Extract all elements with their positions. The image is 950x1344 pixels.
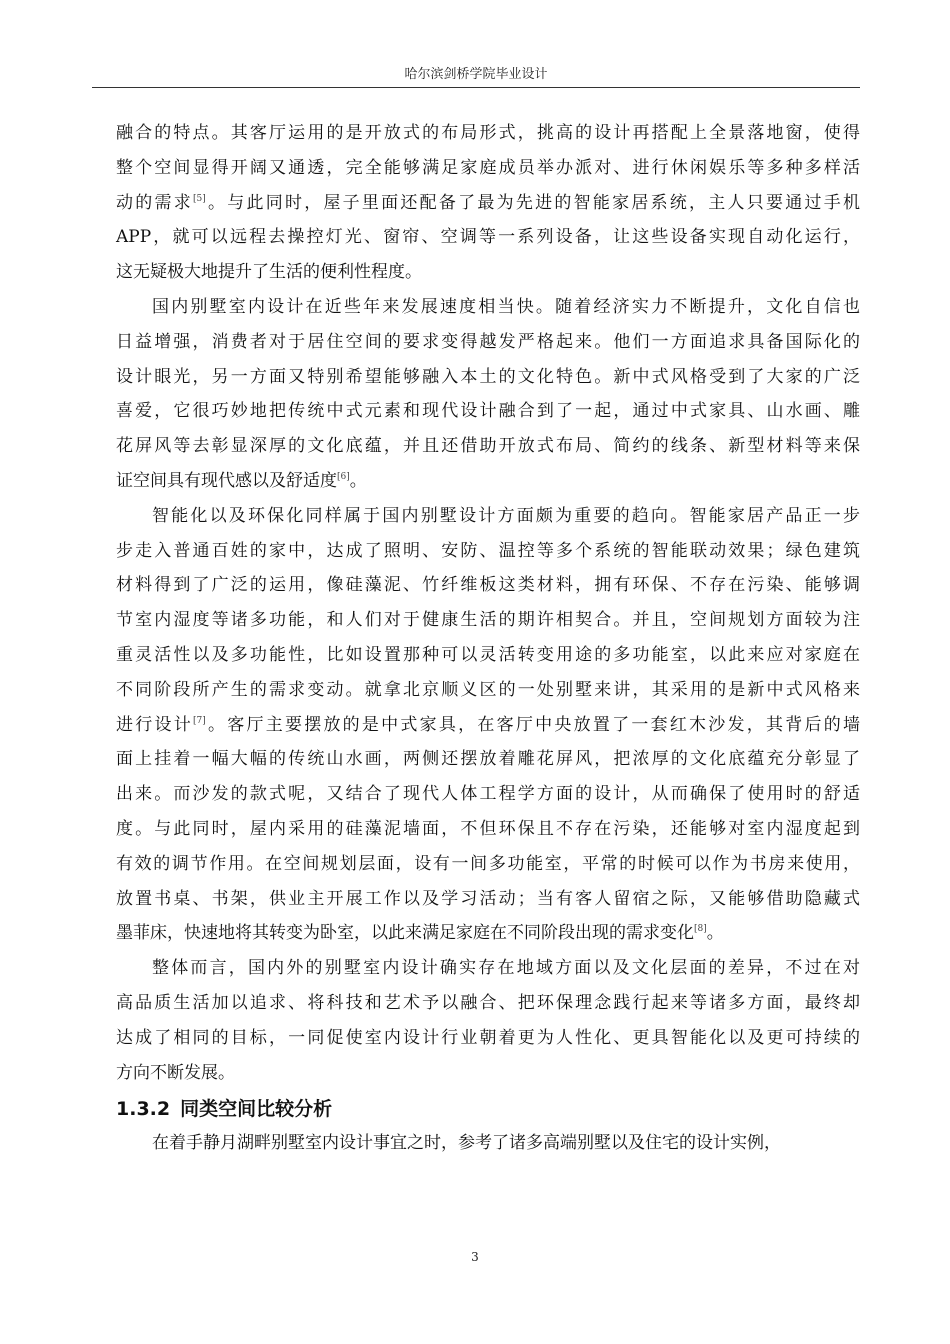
- paragraph-line: 放置书桌、书架，供业主开展工作以及学习活动；当有客人留宿之际，又能够借助隐藏式: [116, 888, 860, 909]
- line-text: 。客厅主要摆放的是中式家具，在客厅中央放置了一套红木沙发，其背后的墙: [205, 714, 861, 735]
- header-title: 哈尔滨剑桥学院毕业设计: [404, 67, 548, 82]
- paragraph-line: 融合的特点。其客厅运用的是开放式的布局形式，挑高的设计再搭配上全景落地窗，使得: [116, 123, 860, 143]
- paragraph-line: 高品质生活加以追求、将科技和艺术予以融合、把环保理念践行起来等诸多方面，最终却: [116, 992, 860, 1013]
- paragraph-line: 节室内湿度等诸多功能，和人们对于健康生活的期许相契合。并且，空间规划方面较为注: [116, 610, 860, 631]
- citation-5: [5]: [192, 193, 206, 204]
- paragraph-line: 设计眼光，另一方面又特别希望能够融入本土的文化特色。新中式风格受到了大家的广泛: [116, 366, 860, 387]
- paragraph-line: 重灵活性以及多功能性，比如设置那种可以灵活转变用途的多功能室，以此来应对家庭在: [116, 644, 860, 665]
- page-header: [92, 66, 860, 88]
- paragraph-4: [116, 951, 860, 1090]
- paragraph-line: 整个空间显得开阔又通透，完全能够满足家庭成员举办派对、进行休闲娱乐等多种多样活: [116, 157, 860, 178]
- section-number: 1.3.2: [116, 1098, 171, 1121]
- paragraph-line: [116, 708, 860, 743]
- paragraph-line: 花屏风等去彰显深厚的文化底蕴，并且还借助开放式布局、简约的线条、新型材料等来保: [116, 436, 860, 457]
- paragraph-line: 方向不断发展。: [116, 1062, 235, 1083]
- line-text: 。: [349, 470, 367, 491]
- paragraph-line: 整体而言，国内外的别墅室内设计确实存在地域方面以及文化层面的差异，不过在对: [152, 958, 860, 979]
- paragraph-line: 步走入普通百姓的家中，达成了照明、安防、温控等多个系统的智能联动效果；绿色建筑: [116, 540, 860, 561]
- paragraph-line: 智能化以及环保化同样属于国内别墅设计方面颇为重要的趋向。智能家居产品正一步: [152, 505, 860, 526]
- paragraph-3: [116, 499, 860, 951]
- paragraph-line: [116, 916, 860, 951]
- paragraph-line: 出来。而沙发的款式呢，又结合了现代人体工程学方面的设计，从而确保了使用时的舒适: [116, 784, 860, 805]
- paragraph-line: 日益增强，消费者对于居住空间的要求变得越发严格起来。他们一方面追求具备国际化的: [116, 331, 860, 352]
- line-text: 证空间具有现代感以及舒适度: [116, 470, 337, 491]
- citation-8: [8]: [694, 924, 707, 935]
- paragraph-line: [116, 186, 860, 221]
- paragraph-line: 这无疑极大地提升了生活的便利性程度。: [116, 262, 422, 283]
- paragraph-2: [116, 290, 860, 499]
- paragraph-line: 达成了相同的目标，一同促使室内设计行业朝着更为人性化、更具智能化以及更可持续的: [116, 1027, 860, 1048]
- citation-6: [6]: [337, 471, 350, 482]
- paragraph-line: 有效的调节作用。在空间规划层面，设有一间多功能室，平常的时候可以作为书房来使用，: [116, 853, 860, 874]
- document-body: [116, 116, 860, 1161]
- line-text: 。与此同时，屋子里面还配备了最为先进的智能家居系统，主人只要通过手机: [205, 192, 861, 213]
- paragraph-line: 国内别墅室内设计在近些年来发展速度相当快。随着经济实力不断提升，文化自信也: [152, 296, 860, 317]
- citation-7: [7]: [192, 715, 206, 726]
- paragraph-line: 度。与此同时，屋内采用的硅藻泥墙面，不但环保且不存在污染，还能够对室内湿度起到: [116, 818, 860, 839]
- header-rule: [92, 87, 860, 88]
- line-text: 墨菲床，快速地将其转变为卧室，以此来满足家庭在不同阶段出现的需求变化: [116, 923, 694, 944]
- paragraph-line: 面上挂着一幅大幅的传统山水画，两侧还摆放着雕花屏风，把浓厚的文化底蕴充分彰显了: [116, 749, 860, 770]
- section-title: 同类空间比较分析: [180, 1098, 333, 1121]
- paragraph-line: 材料得到了广泛的运用，像硅藻泥、竹纤维板这类材料，拥有环保、不存在污染、能够调: [116, 575, 860, 596]
- section-heading: [116, 1092, 860, 1126]
- paragraph-line: APP，就可以远程去操控灯光、窗帘、空调等一系列设备，让这些设备实现自动化运行，: [116, 227, 860, 248]
- paragraph-5: [116, 1126, 860, 1161]
- paragraph-line: 不同阶段所产生的需求变动。就拿北京顺义区的一处别墅来讲，其采用的是新中式风格来: [116, 679, 860, 700]
- page-number: 3: [471, 1250, 479, 1264]
- line-text: 动的需求: [116, 192, 193, 213]
- line-text: 进行设计: [116, 714, 193, 735]
- paragraph-line: 在着手静月湖畔别墅室内设计事宜之时，参考了诸多高端别墅以及住宅的设计实例，: [152, 1133, 781, 1154]
- line-text: 。: [706, 923, 724, 944]
- paragraph-line: 喜爱，它很巧妙地把传统中式元素和现代设计融合到了一起，通过中式家具、山水画、雕: [116, 401, 860, 422]
- paragraph-line: [116, 464, 860, 499]
- paragraph-1: [116, 116, 860, 290]
